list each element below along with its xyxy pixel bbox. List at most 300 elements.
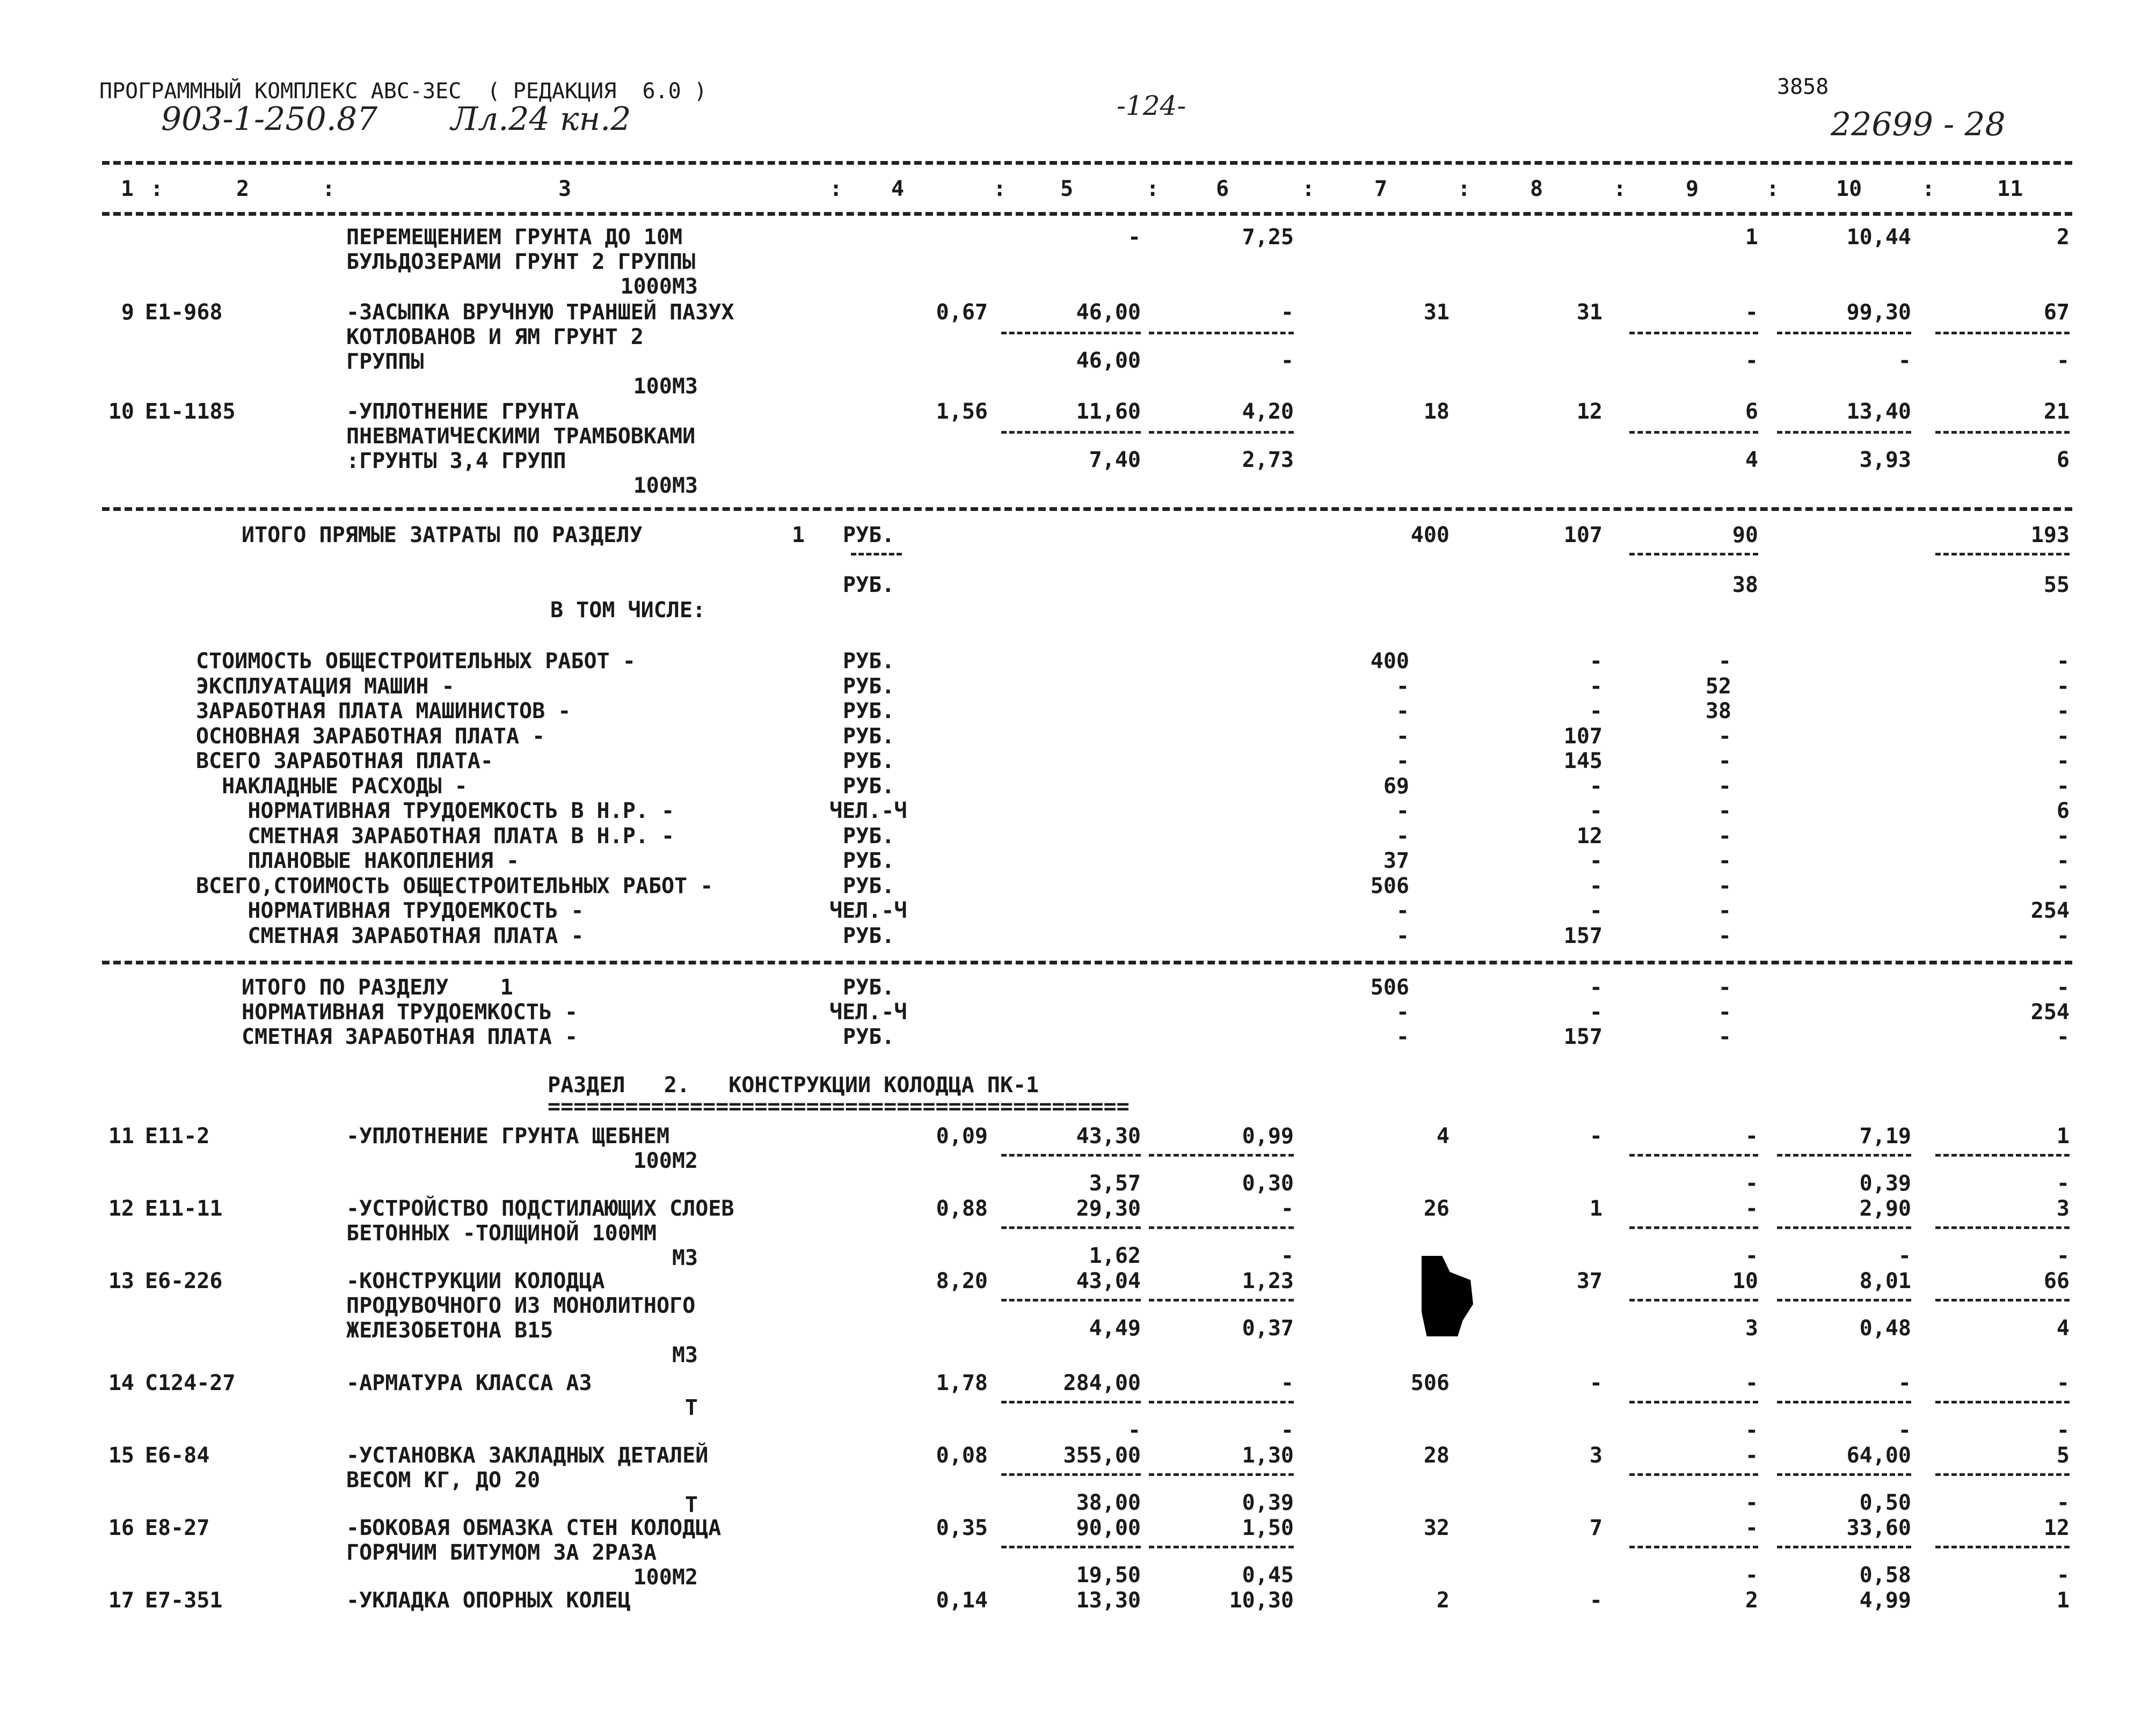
cell-underline — [1001, 1299, 1141, 1301]
item-number: 13 — [108, 1269, 134, 1293]
value-c7: 28 — [1423, 1443, 1450, 1468]
value-c7: 26 — [1423, 1196, 1450, 1221]
value-c8: - — [1589, 674, 1603, 699]
column-separator: : — [322, 177, 336, 201]
value-c8: 157 — [1563, 923, 1603, 948]
column-separator: : — [1458, 177, 1471, 201]
value-c9: 6 — [1745, 399, 1758, 424]
value-c6-second: - — [1280, 1244, 1294, 1268]
cell-underline — [1629, 1299, 1758, 1301]
doc-number-top: 3858 — [1777, 75, 1829, 99]
value-c9-second: - — [1745, 1490, 1758, 1515]
value-c11: - — [2056, 773, 2070, 799]
value-c9: - — [1718, 975, 1731, 1000]
value-c10-second: - — [1898, 348, 1911, 373]
value-c6-second: 0,45 — [1242, 1563, 1294, 1588]
value-c5: - — [1127, 225, 1141, 250]
item-unit: Т — [684, 1395, 698, 1420]
column-separator: : — [1922, 177, 1935, 201]
summary-label: НОРМАТИВНАЯ ТРУДОЕМКОСТЬ В Н.Р. - — [196, 799, 675, 823]
summary-label: СМЕТНАЯ ЗАРАБОТНАЯ ПЛАТА - — [196, 923, 584, 948]
item-number: 17 — [108, 1588, 134, 1613]
column-separator: : — [150, 177, 164, 201]
value-c7: 69 — [1383, 773, 1409, 799]
value-c11: 3 — [2056, 1196, 2070, 1221]
cell-underline — [1149, 431, 1294, 434]
value-c11-second: 6 — [2056, 448, 2070, 472]
value-c11: 254 — [2030, 898, 2070, 923]
value-c11: - — [2056, 823, 2070, 849]
value-c5-second: 38,00 — [1076, 1490, 1141, 1515]
value-c11: 193 — [2030, 523, 2070, 547]
value-c11: - — [2056, 649, 2070, 674]
value-c9: - — [1718, 873, 1731, 898]
value-c5-second: 1,62 — [1089, 1244, 1141, 1268]
sheet-label: Лл.24 кн.2 — [451, 100, 631, 138]
value-c5-second: 19,50 — [1076, 1563, 1141, 1588]
item-description: БЕТОННЫХ -ТОЛЩИНОЙ 100ММ — [346, 1221, 657, 1246]
item-description: ВЕСОМ КГ, ДО 20 — [346, 1468, 541, 1493]
cell-underline — [1629, 431, 1758, 434]
value-c6: 7,25 — [1242, 225, 1294, 250]
value-c8: 107 — [1563, 723, 1603, 749]
value-c11-second: - — [2056, 1563, 2070, 1588]
summary-label: ВСЕГО ЗАРАБОТНАЯ ПЛАТА- — [196, 749, 493, 773]
section-2-title: РАЗДЕЛ 2. КОНСТРУКЦИИ КОЛОДЦА ПК-1 — [548, 1073, 1039, 1098]
value-c8: 37 — [1576, 1269, 1603, 1293]
value-c10: 4,99 — [1859, 1588, 1911, 1613]
value-c11: 1 — [2056, 1124, 2070, 1149]
value-c6: 4,20 — [1242, 399, 1294, 424]
summary-unit: ЧЕЛ.-Ч — [829, 1000, 907, 1025]
value-c5-second: 46,00 — [1076, 348, 1141, 373]
summary-unit: ЧЕЛ.-Ч — [829, 799, 907, 823]
cell-underline — [1935, 1401, 2070, 1403]
value-c7: 400 — [1370, 649, 1409, 674]
summary-unit: РУБ. — [843, 923, 895, 948]
item-unit: 1000М3 — [620, 274, 698, 299]
value-c5: 90,00 — [1076, 1516, 1141, 1540]
value-c6: - — [1280, 1196, 1294, 1221]
value-c11-second: - — [2056, 1244, 2070, 1268]
column-header-11: 11 — [1997, 177, 2023, 201]
value-c9: 2 — [1745, 1588, 1758, 1613]
value-c9: 38 — [1732, 573, 1758, 597]
cell-underline — [1001, 431, 1141, 434]
dashed-rule — [102, 161, 2072, 165]
cell-underline — [1629, 1154, 1758, 1157]
value-c10-second: 0,39 — [1859, 1171, 1911, 1196]
cell-underline — [1629, 1401, 1758, 1403]
cell-underline — [1629, 1473, 1758, 1476]
value-c9: - — [1718, 1000, 1731, 1025]
cell-underline — [1777, 332, 1911, 334]
value-c9: - — [1718, 649, 1731, 674]
value-c11: 2 — [2056, 225, 2070, 250]
value-c4: 0,09 — [936, 1124, 988, 1149]
cell-underline — [851, 553, 902, 555]
value-c4: 1,78 — [936, 1371, 988, 1395]
page-number: -124- — [1117, 90, 1186, 121]
item-description: ПРОДУВОЧНОГО ИЗ МОНОЛИТНОГО — [346, 1293, 696, 1318]
value-c5: 13,30 — [1076, 1588, 1141, 1613]
value-c7: - — [1396, 823, 1409, 849]
value-c9: - — [1745, 1516, 1758, 1540]
item-unit: 100М2 — [633, 1565, 698, 1590]
summary-unit: ЧЕЛ.-Ч — [829, 898, 907, 923]
value-c6: 0,99 — [1242, 1124, 1294, 1149]
summary-unit: РУБ. — [843, 749, 895, 773]
value-c9: 38 — [1705, 699, 1731, 723]
cell-underline — [1001, 1401, 1141, 1403]
value-c5-second: 7,40 — [1089, 448, 1141, 472]
value-c9: - — [1718, 723, 1731, 749]
value-c8: - — [1589, 873, 1603, 898]
item-code: Е6-84 — [145, 1443, 210, 1468]
item-code: Е7-351 — [145, 1588, 223, 1613]
value-c9: - — [1745, 1124, 1758, 1149]
item-description: ПЕРЕМЕЩЕНИЕМ ГРУНТА ДО 10М — [346, 225, 683, 250]
value-c10-second: - — [1898, 1418, 1911, 1443]
value-c11: 254 — [2030, 1000, 2070, 1025]
value-c9-second: - — [1745, 1563, 1758, 1588]
value-c8: - — [1589, 898, 1603, 923]
value-c4: 0,14 — [936, 1588, 988, 1613]
dashed-rule — [102, 212, 2072, 216]
value-c5: 29,30 — [1076, 1196, 1141, 1221]
value-c7: - — [1396, 1025, 1409, 1049]
summary-label: СМЕТНАЯ ЗАРАБОТНАЯ ПЛАТА В Н.Р. - — [196, 823, 675, 849]
value-c10: 13,40 — [1846, 399, 1911, 424]
cell-underline — [1149, 332, 1294, 334]
value-c10-second: 0,58 — [1859, 1563, 1911, 1588]
value-c5-second: - — [1127, 1418, 1141, 1443]
value-c8: 145 — [1563, 749, 1603, 773]
value-c7: 400 — [1410, 523, 1450, 547]
value-c9: 1 — [1745, 225, 1758, 250]
cell-underline — [1629, 553, 1758, 555]
item-description: ПНЕВМАТИЧЕСКИМИ ТРАМБОВКАМИ — [346, 424, 696, 449]
value-c11: - — [2056, 749, 2070, 773]
value-c11: - — [2056, 1025, 2070, 1049]
value-c8: 1 — [1589, 1196, 1603, 1221]
value-c9-second: - — [1745, 348, 1758, 373]
value-c6: - — [1280, 300, 1294, 325]
value-c7: - — [1396, 699, 1409, 723]
cell-underline — [1777, 1226, 1911, 1229]
item-description: -КОНСТРУКЦИИ КОЛОДЦА — [346, 1269, 605, 1293]
value-c9: - — [1718, 773, 1731, 799]
value-c8: - — [1589, 649, 1603, 674]
value-c8: 7 — [1589, 1516, 1603, 1540]
item-unit: М3 — [672, 1246, 698, 1270]
value-c7: - — [1396, 898, 1409, 923]
value-c11-second: 4 — [2056, 1316, 2070, 1341]
value-c8: - — [1589, 773, 1603, 799]
item-description: -АРМАТУРА КЛАССА А3 — [346, 1371, 592, 1395]
summary-unit: РУБ. — [843, 649, 895, 674]
item-code: Е1-1185 — [145, 399, 236, 424]
value-c9: - — [1745, 1371, 1758, 1395]
value-c9-second: 3 — [1745, 1316, 1758, 1341]
value-c11: - — [2056, 975, 2070, 1000]
item-code: Е11-11 — [145, 1196, 223, 1221]
value-c7: 18 — [1423, 399, 1450, 424]
cell-underline — [1149, 1546, 1294, 1548]
value-c11: 12 — [2043, 1516, 2070, 1540]
value-c10: 2,90 — [1859, 1196, 1911, 1221]
value-c10: 64,00 — [1846, 1443, 1911, 1468]
value-c11: 55 — [2043, 573, 2070, 597]
item-description: -УСТАНОВКА ЗАКЛАДНЫХ ДЕТАЛЕЙ — [346, 1443, 709, 1468]
value-c9: - — [1718, 799, 1731, 823]
value-c7: 506 — [1370, 873, 1409, 898]
value-c11: - — [2056, 873, 2070, 898]
value-c4: 0,35 — [936, 1516, 988, 1540]
cell-underline — [1629, 332, 1758, 334]
cell-underline — [1777, 1401, 1911, 1403]
value-c4: 0,08 — [936, 1443, 988, 1468]
value-c10: 10,44 — [1846, 225, 1911, 250]
value-c8: 31 — [1576, 300, 1603, 325]
value-c4: 8,20 — [936, 1269, 988, 1293]
value-c6-second: 0,37 — [1242, 1316, 1294, 1341]
value-c10: - — [1898, 1371, 1911, 1395]
section-total-label: СМЕТНАЯ ЗАРАБОТНАЯ ПЛАТА - — [242, 1025, 578, 1049]
value-c11: - — [2056, 1371, 2070, 1395]
doc-code: 903-1-250.87 — [161, 100, 378, 138]
cell-underline — [1777, 1299, 1911, 1301]
value-c5: 46,00 — [1076, 300, 1141, 325]
value-c5: 284,00 — [1063, 1371, 1141, 1395]
summary-unit: РУБ. — [843, 873, 895, 898]
value-c7: - — [1396, 923, 1409, 948]
value-c9: - — [1718, 749, 1731, 773]
value-c6: 1,30 — [1242, 1443, 1294, 1468]
direct-costs-section: 1 — [792, 523, 805, 547]
cell-underline — [1935, 431, 2070, 434]
column-separator: : — [993, 177, 1007, 201]
value-c9: - — [1718, 1025, 1731, 1049]
value-c11: 67 — [2043, 300, 2070, 325]
value-c7: 37 — [1383, 849, 1409, 873]
value-c10-second: 0,48 — [1859, 1316, 1911, 1341]
item-number: 15 — [108, 1443, 134, 1468]
value-c4: 0,67 — [936, 300, 988, 325]
including-label: В ТОМ ЧИСЛЕ: — [550, 598, 705, 623]
cell-underline — [1001, 1546, 1141, 1548]
cell-underline — [1149, 1154, 1294, 1157]
cell-underline — [1935, 1473, 2070, 1476]
value-c7: 506 — [1410, 1371, 1450, 1395]
item-unit: Т — [684, 1493, 698, 1517]
summary-unit: РУБ. — [843, 723, 895, 749]
item-unit: 100М3 — [633, 374, 698, 399]
dashed-rule — [102, 507, 2072, 511]
value-c8: - — [1589, 1000, 1603, 1025]
item-description: -ЗАСЫПКА ВРУЧНУЮ ТРАНШЕЙ ПАЗУХ — [346, 300, 734, 325]
value-c11: 6 — [2056, 799, 2070, 823]
summary-unit: РУБ. — [843, 674, 895, 699]
column-header-5: 5 — [1060, 177, 1074, 201]
value-c11: 1 — [2056, 1588, 2070, 1613]
cell-underline — [1935, 1154, 2070, 1157]
value-c8: 12 — [1576, 399, 1603, 424]
value-c7: - — [1396, 749, 1409, 773]
value-c7: - — [1396, 1000, 1409, 1025]
column-separator: : — [1302, 177, 1315, 201]
value-c11-second: - — [2056, 348, 2070, 373]
item-code: Е1-968 — [145, 300, 223, 325]
value-c8: - — [1589, 975, 1603, 1000]
column-separator: : — [1613, 177, 1627, 201]
summary-label: НАКЛАДНЫЕ РАСХОДЫ - — [196, 773, 468, 799]
value-c9: - — [1718, 849, 1731, 873]
value-c7: - — [1396, 723, 1409, 749]
value-c10: 99,30 — [1846, 300, 1911, 325]
value-c8: 3 — [1589, 1443, 1603, 1468]
column-header-10: 10 — [1836, 177, 1862, 201]
cell-underline — [1149, 1299, 1294, 1301]
value-c7: 31 — [1423, 300, 1450, 325]
value-c8: 12 — [1576, 823, 1603, 849]
cell-underline — [1935, 332, 2070, 334]
cell-underline — [1149, 1226, 1294, 1229]
value-c9: - — [1718, 898, 1731, 923]
value-c7: 4 — [1436, 1124, 1450, 1149]
cell-underline — [1777, 1546, 1911, 1548]
summary-unit: РУБ. — [843, 773, 895, 799]
value-c9-second: - — [1745, 1171, 1758, 1196]
value-c10: 8,01 — [1859, 1269, 1911, 1293]
value-c5-second: 3,57 — [1089, 1171, 1141, 1196]
value-c10-second: - — [1898, 1244, 1911, 1268]
cell-underline — [1777, 1473, 1911, 1476]
unit: РУБ. — [843, 573, 895, 597]
item-description: -УКЛАДКА ОПОРНЫХ КОЛЕЦ — [346, 1588, 631, 1613]
cell-underline — [1149, 1473, 1294, 1476]
dashed-rule — [102, 961, 2072, 964]
summary-label: СТОИМОСТЬ ОБЩЕСТРОИТЕЛЬНЫХ РАБОТ - — [196, 649, 636, 674]
cell-underline — [1777, 431, 1911, 434]
item-number: 10 — [108, 399, 134, 424]
item-description: -БОКОВАЯ ОБМАЗКА СТЕН КОЛОДЦА — [346, 1516, 722, 1540]
summary-label: ЗАРАБОТНАЯ ПЛАТА МАШИНИСТОВ - — [196, 699, 571, 723]
item-unit: М3 — [672, 1343, 698, 1368]
cell-underline — [1001, 332, 1141, 334]
item-number: 14 — [108, 1371, 134, 1395]
summary-unit: РУБ. — [843, 699, 895, 723]
value-c8: - — [1589, 799, 1603, 823]
program-title: ПРОГРАММНЫЙ КОМПЛЕКС АВС-3ЕС ( РЕДАКЦИЯ 6.0 ) — [99, 79, 707, 104]
item-number: 16 — [108, 1516, 134, 1540]
value-c8: 157 — [1563, 1025, 1603, 1049]
summary-unit: РУБ. — [843, 823, 895, 849]
item-description: БУЛЬДОЗЕРАМИ ГРУНТ 2 ГРУППЫ — [346, 250, 696, 274]
item-description: -УСТРОЙСТВО ПОДСТИЛАЮЩИХ СЛОЕВ — [346, 1196, 734, 1221]
value-c9: - — [1718, 823, 1731, 849]
value-c5: 43,30 — [1076, 1124, 1141, 1149]
column-separator: : — [1766, 177, 1780, 201]
value-c11-second: - — [2056, 1418, 2070, 1443]
summary-label: ЭКСПЛУАТАЦИЯ МАШИН - — [196, 674, 455, 699]
summary-unit: РУБ. — [843, 1025, 895, 1049]
value-c10-second: 0,50 — [1859, 1490, 1911, 1515]
column-header-4: 4 — [891, 177, 905, 201]
section-total-label: ИТОГО ПО РАЗДЕЛУ 1 — [242, 975, 513, 1000]
item-unit: 100М2 — [633, 1149, 698, 1173]
value-c7: 2 — [1436, 1588, 1450, 1613]
item-number: 11 — [108, 1124, 134, 1149]
unit: РУБ. — [843, 523, 895, 547]
value-c6: - — [1280, 1371, 1294, 1395]
summary-label: ОСНОВНАЯ ЗАРАБОТНАЯ ПЛАТА - — [196, 723, 545, 749]
value-c10: 33,60 — [1846, 1516, 1911, 1540]
value-c11-second: - — [2056, 1490, 2070, 1515]
cell-underline — [1629, 1546, 1758, 1548]
value-c8: - — [1589, 849, 1603, 873]
value-c5: 11,60 — [1076, 399, 1141, 424]
summary-label: ВСЕГО,СТОИМОСТЬ ОБЩЕСТРОИТЕЛЬНЫХ РАБОТ - — [196, 873, 713, 898]
value-c8: 107 — [1563, 523, 1603, 547]
item-description: КОТЛОВАНОВ И ЯМ ГРУНТ 2 — [346, 325, 644, 349]
value-c9-second: 4 — [1745, 448, 1758, 472]
section-2-underline: ============================================= — [548, 1094, 1130, 1119]
value-c11: - — [2056, 849, 2070, 873]
item-code: Е11-2 — [145, 1124, 210, 1149]
direct-costs-label: ИТОГО ПРЯМЫЕ ЗАТРАТЫ ПО РАЗДЕЛУ — [242, 523, 643, 547]
column-header-6: 6 — [1216, 177, 1229, 201]
cell-underline — [1149, 1401, 1294, 1403]
value-c11: - — [2056, 923, 2070, 948]
value-c11-second: - — [2056, 1171, 2070, 1196]
summary-unit: РУБ. — [843, 975, 895, 1000]
value-c7: 32 — [1423, 1516, 1450, 1540]
item-description: ГРУППЫ — [346, 349, 424, 374]
value-c9-second: - — [1745, 1244, 1758, 1268]
value-c9: - — [1745, 300, 1758, 325]
value-c7: - — [1396, 799, 1409, 823]
cell-underline — [1001, 1473, 1141, 1476]
item-number: 12 — [108, 1196, 134, 1221]
cell-underline — [1935, 1546, 2070, 1548]
value-c4: 0,88 — [936, 1196, 988, 1221]
summary-label: ПЛАНОВЫЕ НАКОПЛЕНИЯ - — [196, 849, 520, 873]
value-c11: - — [2056, 723, 2070, 749]
value-c7: - — [1396, 674, 1409, 699]
value-c11: 66 — [2043, 1269, 2070, 1293]
item-description: :ГРУНТЫ 3,4 ГРУПП — [346, 449, 566, 473]
value-c6-second: - — [1280, 348, 1294, 373]
summary-unit: РУБ. — [843, 849, 895, 873]
value-c8: - — [1589, 699, 1603, 723]
value-c6-second: 0,30 — [1242, 1171, 1294, 1196]
value-c9: 52 — [1705, 674, 1731, 699]
item-description: ГОРЯЧИМ БИТУМОМ ЗА 2РАЗА — [346, 1540, 657, 1565]
item-unit: 100М3 — [633, 473, 698, 498]
column-separator: : — [1146, 177, 1160, 201]
column-header-7: 7 — [1374, 177, 1388, 201]
column-header-2: 2 — [236, 177, 250, 201]
value-c8: - — [1589, 1371, 1603, 1395]
value-c9: - — [1745, 1196, 1758, 1221]
item-number: 9 — [121, 300, 134, 325]
value-c6: 1,23 — [1242, 1269, 1294, 1293]
cell-underline — [1935, 1299, 2070, 1301]
cell-underline — [1629, 1226, 1758, 1229]
value-c8: - — [1589, 1588, 1603, 1613]
value-c11: 21 — [2043, 399, 2070, 424]
